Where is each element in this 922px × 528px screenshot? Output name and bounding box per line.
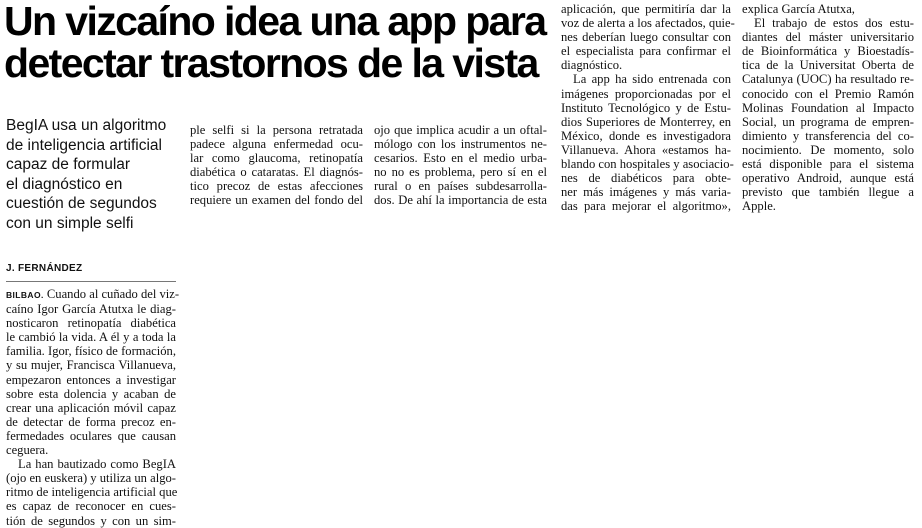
body-line: diantes del máster universitario bbox=[742, 30, 914, 45]
body-line: previsto que también llegue a bbox=[742, 185, 914, 200]
subhead-line: cuestión de segundos bbox=[6, 195, 157, 212]
body-line: La han bautizado como BegIA bbox=[18, 457, 176, 472]
body-line: ritmo de inteligencia artificial que bbox=[6, 485, 178, 500]
body-line: Cuando al cuñado del viz- bbox=[43, 287, 180, 301]
body-line: ojo que implica acudir a un oftal- bbox=[374, 123, 547, 137]
body-line: el especialista para confirmar el bbox=[561, 44, 731, 59]
body-line: nosticaron retinopatía diabética bbox=[6, 316, 176, 331]
body-line: Social, un programa de empren- bbox=[742, 114, 914, 129]
subheadline bbox=[6, 116, 186, 233]
subhead-line: el diagnóstico en bbox=[6, 175, 123, 193]
body-line: blando con hospitales y asociacio- bbox=[561, 157, 734, 172]
body-line: tión de segundos y con un sim- bbox=[6, 513, 176, 528]
body-line: Apple. bbox=[742, 199, 776, 214]
body-line: nes deberían luego consultar con bbox=[561, 30, 731, 45]
body-line: diabética o cataratas. El diagnós- bbox=[190, 165, 363, 180]
byline-divider bbox=[6, 281, 176, 282]
body-line: tica de la Universitat Oberta de bbox=[742, 58, 914, 73]
body-line: explica García Atutxa, bbox=[742, 2, 855, 16]
body-line: aplicación, que permitiría dar la bbox=[561, 2, 731, 16]
body-column-2 bbox=[190, 123, 363, 208]
body-line: Instituto Tecnológico y de Estu- bbox=[561, 100, 731, 115]
body-line: de Bioinformática y Bioestadís- bbox=[742, 44, 914, 59]
body-line: conocido con el Premio Ramón bbox=[742, 86, 914, 101]
body-line: imágenes proporcionadas por el bbox=[561, 86, 731, 101]
body-line: dios Superiores de Monterrey, en bbox=[561, 114, 731, 129]
body-line: sobre esta dolencia y acaban de bbox=[6, 386, 176, 401]
body-column-1 bbox=[6, 287, 180, 528]
dateline: BILBAO. bbox=[6, 290, 44, 300]
body-line: y su mujer, Francisca Villanueva, bbox=[6, 358, 176, 373]
body-line: mólogo con los instrumentos ne- bbox=[374, 137, 547, 152]
headline-line: Un vizcaíno idea una app para bbox=[4, 0, 546, 44]
body-column-4 bbox=[561, 2, 735, 214]
body-line: ner más imágenes y más varia- bbox=[561, 185, 731, 200]
body-line: operativo Android, aunque está bbox=[742, 171, 914, 186]
body-line: familia. Igor, físico de formación, bbox=[6, 344, 176, 359]
body-line: ceguera. bbox=[6, 443, 49, 458]
body-line: dimiento y transferencia del co- bbox=[742, 128, 914, 143]
body-line: das para mejorar el algoritmo», bbox=[561, 199, 731, 214]
body-line: Catalunya (UOC) ha resultado re- bbox=[742, 72, 914, 87]
byline: J. FERNÁNDEZ bbox=[6, 263, 83, 274]
body-line: El trabajo de estos dos estu- bbox=[754, 16, 914, 31]
body-line: es capaz de reconocer en cues- bbox=[6, 499, 176, 514]
body-line: requiere un examen del fondo del bbox=[190, 193, 363, 208]
body-line: nes de diabéticos para obte- bbox=[561, 171, 731, 186]
subhead-line: capaz de formular bbox=[6, 156, 131, 173]
subhead-line: BegIA usa un algoritmo bbox=[6, 117, 167, 134]
body-line: México, donde es investigadora bbox=[561, 128, 731, 143]
body-line: La app ha sido entrenada con bbox=[573, 72, 731, 87]
body-column-5 bbox=[742, 2, 914, 213]
body-line: rural o en países subdesarrolla- bbox=[374, 179, 547, 194]
body-line: lar como glaucoma, retinopatía bbox=[190, 151, 363, 166]
headline bbox=[4, 0, 549, 84]
body-line: nocimiento. De momento, solo bbox=[742, 142, 914, 157]
subhead-line: de inteligencia artificial bbox=[6, 136, 162, 154]
body-line: no no es problema, pero sí en el bbox=[374, 165, 547, 180]
body-line: cesarios. Esto en el medio urba- bbox=[374, 151, 547, 166]
body-line: fermedades oculares que causan bbox=[6, 428, 176, 443]
body-line: dos. De ahí la importancia de esta bbox=[374, 193, 547, 208]
body-line: crear una aplicación móvil capaz bbox=[6, 400, 176, 415]
subhead-line: con un simple selfi bbox=[6, 214, 134, 232]
body-line: empezaron entonces a investigar bbox=[6, 372, 176, 387]
body-line: (ojo en euskera) y utiliza un algo- bbox=[6, 471, 176, 486]
body-line: diagnóstico. bbox=[561, 58, 623, 73]
body-line: Villanueva. Ahora «estamos ha- bbox=[561, 142, 731, 157]
body-line: caíno Igor García Atutxa le diag- bbox=[6, 302, 176, 317]
body-column-3 bbox=[374, 123, 547, 208]
body-line: ple selfi si la persona retratada bbox=[190, 123, 363, 137]
body-line: le cambió la vida. A él y a toda la bbox=[6, 330, 176, 345]
body-line: de detectar de forma precoz en- bbox=[6, 414, 176, 429]
body-line: está disponible para el sistema bbox=[742, 157, 914, 172]
body-line: tico precoz de estas afecciones bbox=[190, 179, 363, 194]
headline-line: detectar trastornos de la vista bbox=[4, 40, 538, 86]
body-line: Molinas Foundation al Impacto bbox=[742, 100, 914, 115]
body-line: voz de alerta a los afectados, quie- bbox=[561, 16, 735, 31]
body-line: padece alguna enfermedad ocu- bbox=[190, 137, 363, 152]
